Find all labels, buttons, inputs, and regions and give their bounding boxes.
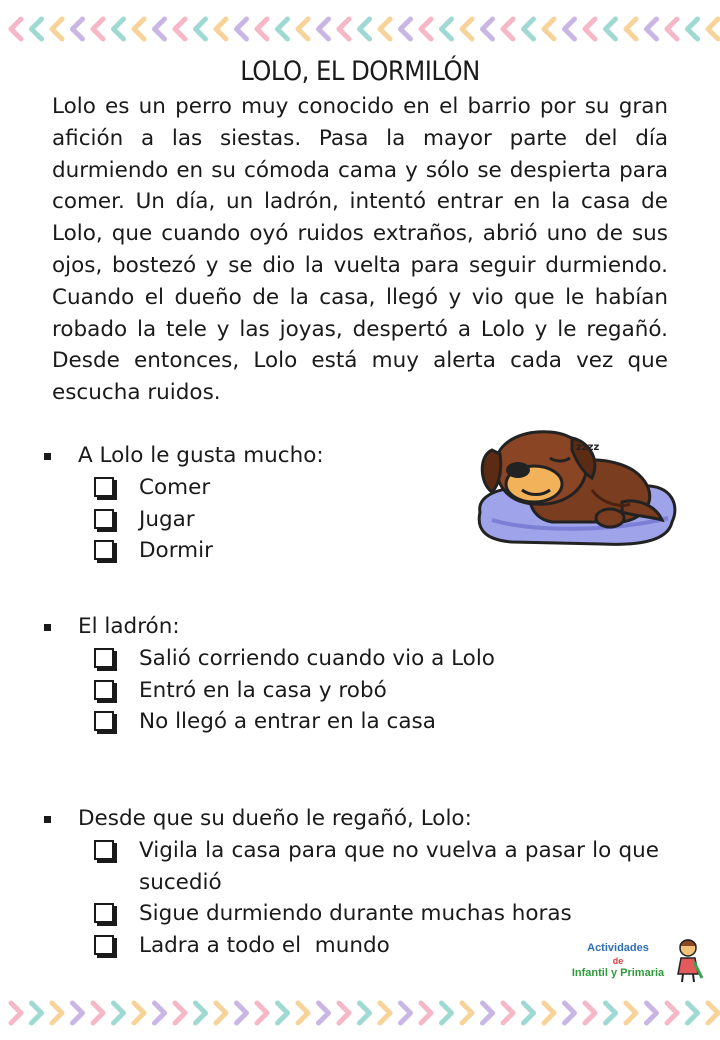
chevron-icon [647,1003,657,1023]
chevron-icon [708,1003,718,1023]
chevron-icon [667,19,677,39]
chevron-icon [565,19,575,39]
checkbox-icon[interactable] [94,903,114,923]
answer-option-label: Sigue durmiendo durante muchas horas [139,901,572,926]
answer-option-label: Dormir [139,538,213,563]
chevron-icon [298,19,308,39]
chevron-icon [155,1003,165,1023]
top-chevron-border [0,12,720,46]
chevron-icon [114,19,124,39]
chevron-icon [483,1003,493,1023]
chevron-icon [298,1003,308,1023]
chevron-icon [278,19,288,39]
sleeping-dog-icon [472,420,684,554]
chevron-icon [319,19,329,39]
chevron-icon [32,1003,42,1023]
checkbox-icon[interactable] [94,711,114,731]
answer-option[interactable] [44,643,674,675]
question-2 [44,611,674,738]
chevron-icon [114,1003,124,1023]
chevron-icon [175,19,185,39]
question-3-row [44,803,674,835]
chevron-icon [216,1003,226,1023]
answer-option[interactable] [44,675,674,707]
answer-option-label: Ladra a todo el mundo [139,932,390,958]
chevron-icon [401,1003,411,1023]
chevron-icon [421,1003,431,1023]
chevron-icon [462,1003,472,1023]
chevron-icon [626,1003,636,1023]
chevron-icon [606,1003,616,1023]
chevron-icon [216,19,226,39]
question-2-text: El ladrón: [78,614,180,639]
bullet-square-icon [44,624,51,631]
chevron-icon [360,19,370,39]
chevron-icon [708,19,718,39]
chevron-icon [11,1003,21,1023]
chevron-icon [544,1003,554,1023]
chevron-icon [442,19,452,39]
chevron-icon [524,19,534,39]
chevron-icon [134,19,144,39]
chevron-icon [565,1003,575,1023]
chevron-icon [380,19,390,39]
chevron-icon [606,19,616,39]
bottom-chevron-border [0,996,720,1030]
chevron-icon [462,19,472,39]
chevron-icon [32,19,42,39]
chevron-icon [257,1003,267,1023]
chevron-icon [380,1003,390,1023]
answer-option[interactable] [44,706,674,738]
logo-text-line3: Infantil y Primaria [571,967,665,979]
answer-option-label: Jugar [139,506,195,532]
chevron-icon [319,1003,329,1023]
chevron-icon [134,1003,144,1023]
checkbox-icon[interactable] [94,509,114,529]
chevron-icon [585,1003,595,1023]
chevron-icon [360,1003,370,1023]
chevron-icon [93,19,103,39]
chevron-icon [421,19,431,39]
chevron-icon [442,1003,452,1023]
chevron-icon [175,1003,185,1023]
chevron-icon [483,19,493,39]
logo-text-line2: de [612,956,624,966]
answer-option-label: Entró en la casa y robó [139,677,387,703]
child-figure-icon [672,938,704,984]
chevron-icon [278,1003,288,1023]
chevron-icon [52,19,62,39]
page-title: LOLO, EL DORMILÓN [240,56,480,87]
chevron-icon [257,19,267,39]
snore-text: zzzz [576,442,600,453]
chevron-icon [524,1003,534,1023]
chevron-icon [73,19,83,39]
chevron-icon [401,19,411,39]
chevron-icon [93,1003,103,1023]
chevron-icon [73,1003,83,1023]
checkbox-icon[interactable] [94,648,114,668]
bullet-square-icon [44,816,51,823]
checkbox-icon[interactable] [94,935,114,955]
chevron-icon [626,19,636,39]
chevron-icon [237,1003,247,1023]
checkbox-icon[interactable] [94,840,114,860]
chevron-icon [585,19,595,39]
question-1-text: A Lolo le gusta mucho: [78,443,324,468]
chevron-icon [196,1003,206,1023]
answer-option-label: Vigila la casa para que no vuelva a pasar lo que sucedió [139,838,659,895]
bullet-square-icon [44,453,51,460]
logo-text-line1: Actividades [587,942,649,954]
chevron-icon [155,19,165,39]
checkbox-icon[interactable] [94,477,114,497]
question-3-text: Desde que su dueño le regañó, Lolo: [78,806,472,831]
answer-option[interactable] [44,835,659,898]
checkbox-icon[interactable] [94,680,114,700]
chevron-icon [647,19,657,39]
answer-option-label: Salió corriendo cuando vio a Lolo [139,646,495,671]
answer-option[interactable] [44,898,674,930]
checkbox-icon[interactable] [94,540,114,560]
chevron-icon [237,19,247,39]
chevron-icon [52,1003,62,1023]
question-2-row [44,611,674,643]
chevron-icon [688,1003,698,1023]
chevron-icon [688,19,698,39]
chevron-icon [503,1003,513,1023]
chevron-icon [11,19,21,39]
chevron-icon [339,1003,349,1023]
chevron-icon [339,19,349,39]
publisher-logo [560,938,706,986]
chevron-icon [667,1003,677,1023]
chevron-icon [196,19,206,39]
story-paragraph: Lolo es un perro muy conocido en el barrio por su gran afición a las siestas. Pasa la mayor parte del día durmiendo en su cómoda cama y sólo se despierta para comer. Un día, un ladrón, intentó entrar en la casa de Lolo, que cuando oyó ruidos extraños, abrió uno de sus ojos, bostezó y se dio la vuelta para seguir durmiendo. Cuando el dueño de la casa, llegó y vio que le habían robado la tele y las joyas, despertó a Lolo y le regañó. Desde entonces, Lolo está muy alerta cada vez que escucha ruidos. [52,94,668,406]
answer-option-label: No llegó a entrar en la casa [139,709,436,734]
answer-option-label: Comer [139,475,211,500]
chevron-icon [544,19,554,39]
chevron-icon [503,19,513,39]
